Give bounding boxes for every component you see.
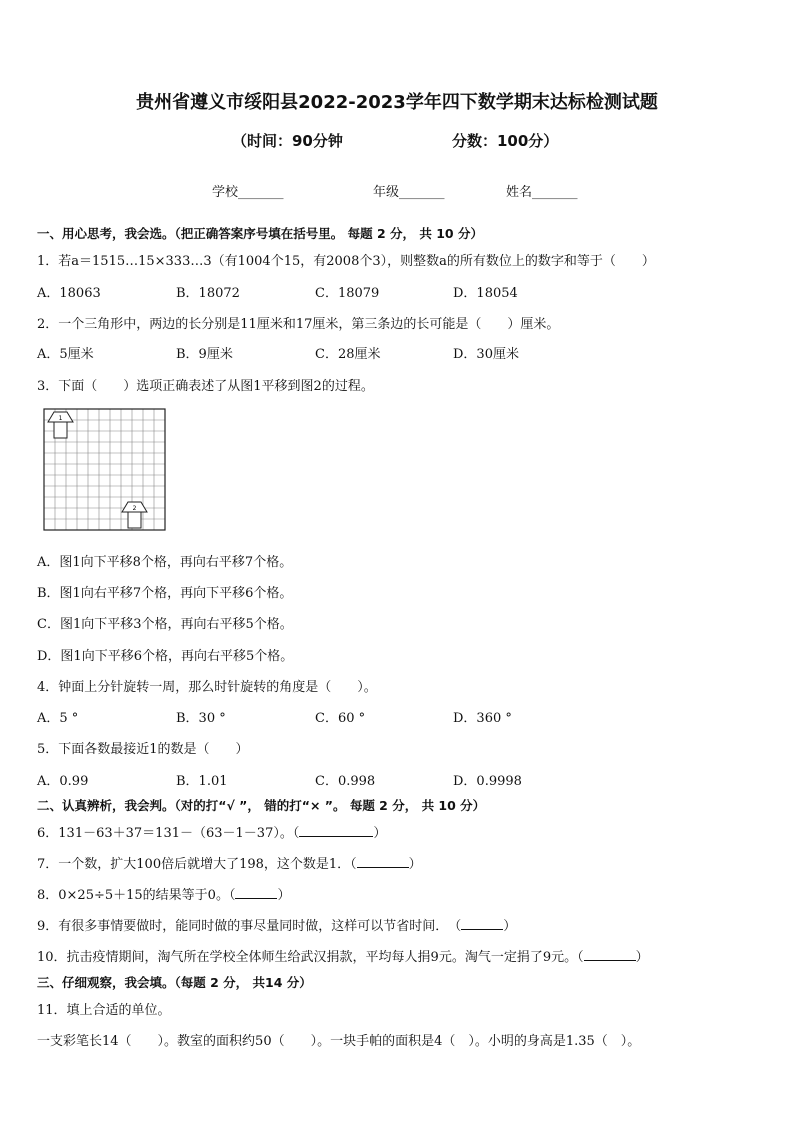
shape-2-label: 2 (132, 505, 137, 512)
name-field: 姓名_______ (506, 185, 578, 200)
question-9 (37, 915, 516, 934)
q1-option-d: D．18054 (453, 286, 518, 301)
q2-option-c: C．28厘米 (315, 347, 381, 362)
question-11: 11．填上合适的单位。 (37, 1003, 171, 1018)
question-4: 4．钟面上分针旋转一周，那么时针旋转的角度是（ ）。 (37, 680, 377, 695)
q3-option-b: B．图1向右平移7个格，再向下平移6个格。 (37, 586, 293, 601)
shape-1-label: 1 (58, 415, 63, 422)
shape-1 (48, 412, 73, 438)
q3-option-c: C．图1向下平移3个格，再向右平移5个格。 (37, 617, 293, 632)
question-5: 5．下面各数最接近1的数是（ ） (37, 742, 249, 757)
q9-close: ） (503, 919, 517, 934)
question-6 (37, 822, 386, 841)
q5-option-b: B．1.01 (176, 774, 228, 789)
q3-option-a: A．图1向下平移8个格，再向右平移7个格。 (37, 555, 293, 570)
q5-option-c: C．0.998 (315, 774, 376, 789)
q4-option-d: D．360 ° (453, 711, 512, 726)
q1-option-b: B．18072 (176, 286, 240, 301)
q2-option-a: A．5厘米 (37, 347, 94, 362)
q1-option-a: A．18063 (37, 286, 101, 301)
page-title: 贵州省遵义市绥阳县2022-2023学年四下数学期末达标检测试题 (136, 92, 658, 113)
school-field: 学校_______ (212, 185, 284, 200)
q4-option-a: A．5 ° (37, 711, 79, 726)
question-7-text: 7．一个数，扩大100倍后就增大了198，这个数是1．（ (37, 857, 357, 872)
exam-time: （时间：90分钟 (232, 132, 343, 150)
question-10-text: 10．抗击疫情期间，淘气所在学校全体师生给武汉捐款，平均每人捐9元。淘气一定捐了9元。（ (37, 950, 584, 965)
q3-option-d: D．图1向下平移6个格，再向右平移5个格。 (37, 649, 294, 664)
q4-option-b: B．30 ° (176, 711, 226, 726)
q7-close: ） (408, 857, 422, 872)
q5-option-a: A．0.99 (37, 774, 89, 789)
exam-score: 分数：100分） (452, 132, 559, 150)
question-11-line: 一支彩笔长14（ ）。教室的面积约50（ ）。一块手帕的面积是4（ ）。小明的身高是1.35（ ）。 (37, 1034, 641, 1049)
question-10 (37, 946, 649, 965)
question-1: 1．若a＝1515…15×333…3（有1004个15，有2008个3），则整数a的所有数位上的数字和等于（ ） (37, 254, 655, 269)
q1-option-c: C．18079 (315, 286, 380, 301)
section3-heading: 三、仔细观察，我会填。（每题 2 分， 共14 分） (37, 975, 312, 990)
q4-option-c: C．60 ° (315, 711, 366, 726)
section1-heading: 一、用心思考，我会选。（把正确答案序号填在括号里。 每题 2 分， 共 10 分） (37, 226, 483, 241)
q8-close: ） (277, 888, 291, 903)
question-9-text: 9．有很多事情要做时，能同时做的事尽量同时做，这样可以节省时间． （ (37, 919, 462, 934)
q7-answer-blank[interactable] (357, 855, 409, 868)
q2-option-d: D．30厘米 (453, 347, 519, 362)
question-8-text: 8．0×25÷5＋15的结果等于0。（ (37, 888, 236, 903)
grade-field: 年级_______ (373, 185, 445, 200)
question-7 (37, 853, 422, 872)
question-2: 2．一个三角形中，两边的长分别是11厘米和17厘米，第三条边的长可能是（ ）厘米。 (37, 317, 560, 332)
q6-close: ） (373, 826, 387, 841)
translation-grid-figure (43, 408, 167, 532)
q2-option-b: B．9厘米 (176, 347, 233, 362)
q8-answer-blank[interactable] (235, 886, 277, 899)
question-6-text: 6．131－63＋37＝131－（63－1－37）。（ (37, 826, 300, 841)
q10-answer-blank[interactable] (584, 948, 636, 961)
question-8 (37, 884, 290, 903)
question-3: 3．下面（ ）选项正确表述了从图1平移到图2的过程。 (37, 379, 374, 394)
q5-option-d: D．0.9998 (453, 774, 522, 789)
section2-heading: 二、认真辨析，我会判。（对的打“√ ”， 错的打“× ”。 每题 2 分， 共 10 分） (37, 798, 486, 813)
q10-close: ） (635, 950, 649, 965)
q9-answer-blank[interactable] (461, 917, 503, 930)
q6-answer-blank[interactable] (299, 824, 373, 837)
